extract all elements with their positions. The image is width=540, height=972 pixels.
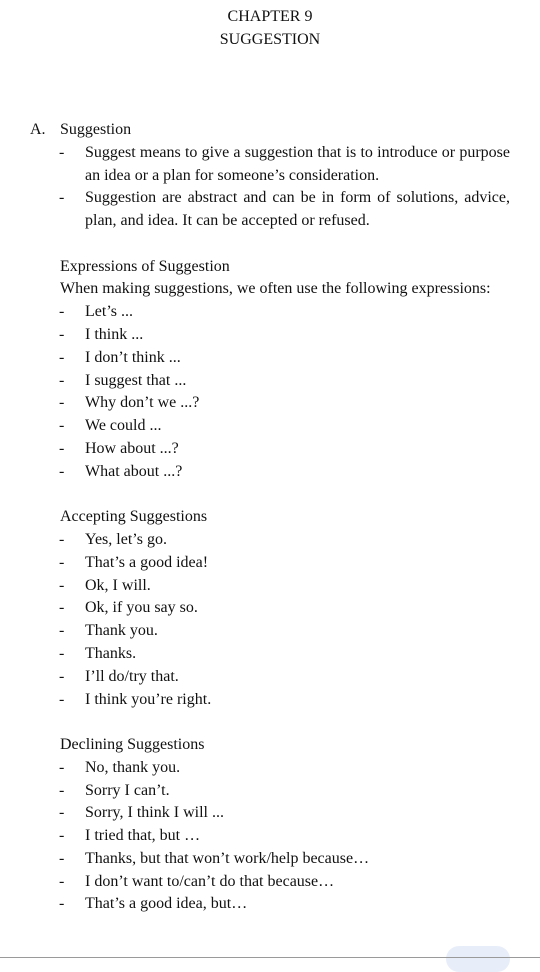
list-item (0, 757, 540, 780)
bullet-dash: - (59, 667, 65, 685)
bullet-dash: - (59, 781, 65, 799)
bullet-dash: - (59, 348, 65, 366)
list-item (0, 461, 540, 484)
declining-text: Sorry I can’t. (85, 781, 170, 799)
bullet-dash: - (59, 622, 65, 640)
list-item (0, 893, 540, 916)
list-item (0, 848, 540, 871)
declining-text: I tried that, but … (85, 827, 201, 845)
bullet-dash: - (59, 553, 65, 571)
bullet-dash: - (59, 758, 65, 776)
bullet-dash: - (59, 394, 65, 412)
list-item (0, 347, 540, 370)
accepting-text: Thank you. (85, 622, 158, 640)
accepting-text: Ok, I will. (85, 576, 151, 594)
expression-text: We could ... (85, 417, 162, 435)
list-item (0, 324, 540, 347)
expressions-list (0, 301, 540, 483)
section-title: Suggestion (60, 121, 132, 138)
accepting-text: That’s a good idea! (85, 553, 209, 571)
expression-text: Why don’t we ...? (85, 394, 200, 412)
bullet-dash: - (59, 872, 65, 890)
declining-text: No, thank you. (85, 758, 181, 776)
accepting-list (0, 529, 540, 711)
expressions-intro: When making suggestions, we often use the following expressions: (60, 280, 491, 298)
list-item (0, 620, 540, 643)
list-item (0, 392, 540, 415)
list-item (0, 825, 540, 848)
expression-text: Let’s ... (85, 303, 133, 321)
expression-text: I don’t think ... (85, 348, 181, 366)
bullet-dash: - (59, 530, 65, 548)
definition-text: Suggestion are abstract and can be in form of solutions, advice, plan, and idea. It can be accepted or refused. (85, 189, 510, 230)
bullet-dash: - (59, 462, 65, 480)
accepting-text: Thanks. (85, 644, 137, 662)
bullet-dash: - (59, 849, 65, 867)
expressions-heading: Expressions of Suggestion (60, 257, 230, 275)
list-item (0, 780, 540, 803)
list-item (0, 142, 540, 188)
bullet-dash: - (59, 439, 65, 457)
declining-text: That’s a good idea, but… (85, 895, 248, 913)
list-item (0, 301, 540, 324)
list-item (0, 666, 540, 689)
chapter-content (0, 119, 540, 916)
chapter-header (0, 6, 540, 51)
list-item (0, 415, 540, 438)
list-item (0, 370, 540, 393)
spacer (0, 711, 540, 734)
declining-text: Sorry, I think I will ... (85, 804, 224, 822)
chapter-title: SUGGESTION (219, 30, 321, 48)
list-item (0, 575, 540, 598)
bullet-dash: - (59, 417, 65, 435)
list-item (0, 689, 540, 712)
bullet-dash: - (59, 143, 65, 161)
expression-text: How about ...? (85, 439, 179, 457)
accepting-heading: Accepting Suggestions (60, 508, 208, 526)
floating-scroll-button[interactable] (446, 946, 510, 972)
spacer (0, 233, 540, 256)
declining-text: Thanks, but that won’t work/help because… (85, 849, 370, 867)
bullet-dash: - (59, 599, 65, 617)
accepting-text: Yes, let’s go. (85, 530, 167, 548)
bullet-dash: - (59, 690, 65, 708)
definition-list (0, 142, 540, 233)
section-a-heading (0, 119, 540, 142)
chapter-number: CHAPTER 9 (227, 8, 313, 25)
bullet-dash: - (59, 303, 65, 321)
list-item (0, 802, 540, 825)
bullet-dash: - (59, 827, 65, 845)
list-item (0, 187, 540, 233)
spacer (0, 484, 540, 507)
accepting-text: Ok, if you say so. (85, 599, 198, 617)
list-item (0, 438, 540, 461)
list-item (0, 597, 540, 620)
section-letter: A. (30, 121, 46, 138)
bullet-dash: - (59, 371, 65, 389)
bullet-dash: - (59, 325, 65, 343)
declining-list (0, 757, 540, 917)
list-item (0, 643, 540, 666)
list-item (0, 529, 540, 552)
list-item (0, 871, 540, 894)
definition-text: Suggest means to give a suggestion that is to introduce or purpose an idea or a plan for someone’s consideration. (85, 143, 510, 184)
list-item (0, 552, 540, 575)
bullet-dash: - (59, 644, 65, 662)
bullet-dash: - (59, 895, 65, 913)
declining-text: I don’t want to/can’t do that because… (85, 872, 335, 890)
declining-heading: Declining Suggestions (60, 735, 205, 753)
accepting-text: I’ll do/try that. (85, 667, 179, 685)
accepting-text: I think you’re right. (85, 690, 212, 708)
expression-text: I suggest that ... (85, 371, 187, 389)
expression-text: I think ... (85, 325, 144, 343)
bullet-dash: - (59, 189, 65, 207)
bullet-dash: - (59, 804, 65, 822)
expression-text: What about ...? (85, 462, 183, 480)
bullet-dash: - (59, 576, 65, 594)
